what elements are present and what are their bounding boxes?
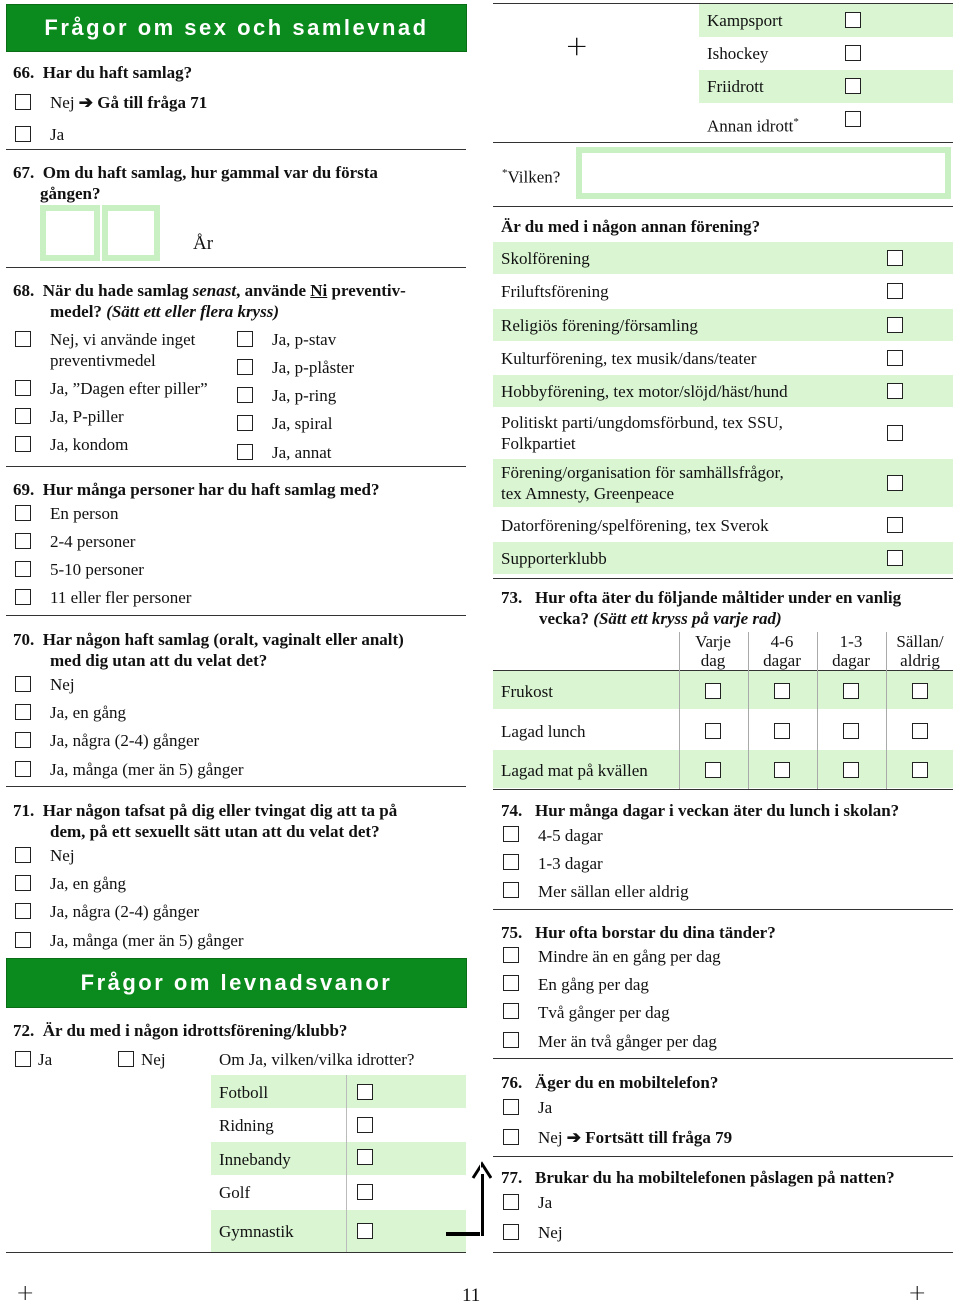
assoc-dator: Datorförening/spelförening, tex Sverok [501,516,769,535]
checkbox-kvall-4[interactable] [912,762,928,778]
assoc-supporter: Supporterklubb [501,549,607,568]
option-q66-nej: Nej ➔ Gå till fråga 71 [50,93,208,112]
question-76: 76. Äger du en mobiltelefon? [501,1073,719,1092]
checkbox-q68-kondom[interactable] [15,436,31,452]
assoc-samhalle: Förening/organisation för samhällsfrågor, [501,463,784,482]
checkbox-q72-ja[interactable] [15,1051,31,1067]
question-75: 75. Hur ofta borstar du dina tänder? [501,923,776,942]
checkbox-sport-gymnastik[interactable] [357,1223,373,1239]
checkbox-q74-3[interactable] [503,882,519,898]
col-header-1-3: 1-3 dagar [832,632,870,670]
meal-lunch: Lagad lunch [501,722,586,741]
vilken-label: *Vilken? [502,167,561,187]
checkbox-assoc-3[interactable] [887,317,903,333]
checkbox-q71-2[interactable] [15,875,31,891]
assoc-politiskt-line2: Folkpartiet [501,434,576,453]
sport-friidrott: Friidrott [707,77,764,96]
checkbox-frukost-3[interactable] [843,683,859,699]
sport-kampsport: Kampsport [707,11,783,30]
option-q74-3: Mer sällan eller aldrig [538,882,689,901]
option-q68-pring: Ja, p-ring [272,386,337,405]
row-bg [493,671,953,709]
checkbox-q69-4[interactable] [15,589,31,605]
divider [6,466,466,467]
checkbox-q69-1[interactable] [15,505,31,521]
checkbox-q68-inget[interactable] [15,331,31,347]
checkbox-q68-annat[interactable] [237,444,253,460]
checkbox-q70-1[interactable] [15,676,31,692]
option-q75-2: En gång per dag [538,975,649,994]
col-divider [679,632,680,789]
question-66: 66. Har du haft samlag? [13,63,193,82]
checkbox-q74-1[interactable] [503,826,519,842]
option-q66-ja: Ja [50,125,65,144]
option-q70-1: Nej [50,675,75,694]
assoc-politiskt: Politiskt parti/ungdomsförbund, tex SSU, [501,413,783,432]
option-q76-ja: Ja [538,1098,553,1117]
checkbox-q68-ppiller[interactable] [15,408,31,424]
checkbox-q70-2[interactable] [15,704,31,720]
checkbox-lunch-4[interactable] [912,723,928,739]
divider [6,267,466,268]
page-number: 11 [462,1285,481,1306]
checkbox-sport-ishockey[interactable] [845,45,861,61]
checkbox-q75-2[interactable] [503,975,519,991]
checkbox-lunch-1[interactable] [705,723,721,739]
divider [493,578,953,579]
checkbox-q66-ja[interactable] [15,126,31,142]
checkbox-assoc-1[interactable] [887,250,903,266]
option-q68-inget-line2: preventivmedel [50,351,156,370]
checkbox-sport-annan[interactable] [845,111,861,127]
divider [493,670,953,671]
option-q68-dagen-efter: Ja, ”Dagen efter piller” [50,379,208,398]
checkbox-assoc-7[interactable] [887,475,903,491]
sports-divider [346,1075,347,1252]
col-header-varje: Varje dag [695,632,731,670]
option-q71-2: Ja, en gång [50,874,127,893]
col-header-sallan: Sällan/ aldrig [896,632,944,670]
plus-icon: + [908,1281,927,1306]
divider [493,1058,953,1059]
checkbox-sport-innebandy[interactable] [357,1149,373,1165]
col-header-4-6: 4-6 dagar [763,632,801,670]
checkbox-q76-ja[interactable] [503,1099,519,1115]
option-q72-ja: Ja [38,1050,53,1069]
sport-golf: Golf [219,1183,251,1202]
question-73-line2: vecka? (Sätt ett kryss på varje rad) [539,609,782,628]
option-q77-nej: Nej [538,1223,563,1242]
column-gap [480,0,481,1260]
sport-fotboll: Fotboll [219,1083,269,1102]
option-q70-4: Ja, många (mer än 5) gånger [50,760,244,779]
option-q69-4: 11 eller fler personer [50,588,192,607]
divider [493,1156,953,1157]
checkbox-assoc-4[interactable] [887,350,903,366]
checkbox-kvall-2[interactable] [774,762,790,778]
checkbox-q76-nej[interactable] [503,1129,519,1145]
checkbox-q72-nej[interactable] [118,1051,134,1067]
option-q68-annat: Ja, annat [272,443,332,462]
assoc-skolforening: Skolförening [501,249,590,268]
option-q72-nej: Nej [141,1050,166,1069]
assoc-friluft: Friluftsförening [501,282,609,301]
checkbox-q69-2[interactable] [15,533,31,549]
checkbox-frukost-1[interactable] [705,683,721,699]
section-title: Frågor om levnadsvanor [80,970,393,995]
option-q71-3: Ja, några (2-4) gånger [50,902,200,921]
question-72b: Är du med i någon annan förening? [501,217,761,236]
option-q68-ppiller: Ja, P-piller [50,407,124,426]
assoc-kultur: Kulturförening, tex musik/dans/teater [501,349,757,368]
question-68: 68. När du hade samlag senast, använde Ni preventiv- [13,281,406,300]
option-q77-ja: Ja [538,1193,553,1212]
question-71: 71. Har någon tafsat på dig eller tvingat dig att ta på [13,801,398,820]
divider [493,206,953,207]
option-q71-4: Ja, många (mer än 5) gånger [50,931,244,950]
plus-icon: + [565,29,589,62]
option-q71-1: Nej [50,846,75,865]
vilken-text-field[interactable] [576,147,951,199]
checkbox-q68-pplaster[interactable] [237,359,253,375]
section-header-sex [6,4,467,52]
option-q70-2: Ja, en gång [50,703,127,722]
checkbox-kvall-3[interactable] [843,762,859,778]
checkbox-lunch-2[interactable] [774,723,790,739]
age-digit-2-field[interactable] [102,205,160,261]
checkbox-sport-fotboll[interactable] [357,1084,373,1100]
question-72: 72. Är du med i någon idrottsförening/klubb? [13,1021,348,1040]
option-q75-1: Mindre än en gång per dag [538,947,721,966]
checkbox-q75-1[interactable] [503,947,519,963]
option-q69-2: 2-4 personer [50,532,136,551]
checkbox-q75-3[interactable] [503,1003,519,1019]
divider [6,786,466,787]
col-divider [817,632,818,789]
option-q75-4: Mer än två gånger per dag [538,1032,717,1051]
unit-label-ar: År [193,233,214,254]
checkbox-q74-2[interactable] [503,854,519,870]
assoc-samhalle-line2: tex Amnesty, Greenpeace [501,484,675,503]
age-digit-1-field[interactable] [40,205,100,261]
option-q70-3: Ja, några (2-4) gånger [50,731,200,750]
checkbox-sport-ridning[interactable] [357,1117,373,1133]
question-70-line2: med dig utan att du velat det? [50,651,268,670]
checkbox-assoc-6[interactable] [887,425,903,441]
checkbox-frukost-2[interactable] [774,683,790,699]
checkbox-q70-4[interactable] [15,761,31,777]
plus-icon: + [16,1281,35,1306]
question-71-line2: dem, på ett sexuellt sätt utan att du velat det? [50,822,380,841]
continue-arrow-icon [440,1160,492,1240]
question-67: 67. Om du haft samlag, hur gammal var du första [13,163,378,182]
checkbox-q77-ja[interactable] [503,1194,519,1210]
divider [6,1252,466,1253]
question-74: 74. Hur många dagar i veckan äter du lunch i skolan? [501,801,900,820]
option-q68-pstav: Ja, p-stav [272,330,337,349]
checkbox-sport-golf[interactable] [357,1184,373,1200]
checkbox-q68-pstav[interactable] [237,331,253,347]
checkbox-q75-4[interactable] [503,1032,519,1048]
sport-annan: Annan idrott* [707,116,799,136]
question-69: 69. Hur många personer har du haft samlag med? [13,480,380,499]
divider [493,142,953,143]
checkbox-kvall-1[interactable] [705,762,721,778]
checkbox-q71-4[interactable] [15,932,31,948]
checkbox-assoc-2[interactable] [887,283,903,299]
sport-ridning: Ridning [219,1116,274,1135]
option-q76-nej: Nej ➔ Fortsätt till fråga 79 [538,1128,733,1147]
checkbox-assoc-9[interactable] [887,550,903,566]
option-q69-3: 5-10 personer [50,560,144,579]
question-77: 77. Brukar du ha mobiltelefonen påslagen på natten? [501,1168,895,1187]
checkbox-frukost-4[interactable] [912,683,928,699]
checkbox-q70-3[interactable] [15,732,31,748]
divider [6,615,466,616]
section-header-levnadsvanor [6,958,467,1008]
option-q68-inget: Nej, vi använde inget [50,330,196,349]
question-70: 70. Har någon haft samlag (oralt, vaginalt eller analt) [13,630,404,649]
col-divider [748,632,749,789]
divider [493,1252,953,1253]
checkbox-q71-1[interactable] [15,847,31,863]
sport-gymnastik: Gymnastik [219,1222,294,1241]
question-68-line2: medel? (Sätt ett eller flera kryss) [50,302,279,321]
assoc-hobby: Hobbyförening, tex motor/slöjd/häst/hund [501,382,788,401]
option-q74-1: 4-5 dagar [538,826,603,845]
option-q75-3: Två gånger per dag [538,1003,670,1022]
q72-which-label: Om Ja, vilken/vilka idrotter? [219,1050,415,1069]
option-q68-pplaster: Ja, p-plåster [272,358,355,377]
checkbox-q77-nej[interactable] [503,1224,519,1240]
option-q68-spiral: Ja, spiral [272,414,333,433]
assoc-religios: Religiös förening/församling [501,316,698,335]
col-divider [886,632,887,789]
sport-innebandy: Innebandy [219,1150,291,1169]
option-q74-2: 1-3 dagar [538,854,603,873]
checkbox-q71-3[interactable] [15,903,31,919]
question-73: 73. Hur ofta äter du följande måltider under en vanlig [501,588,902,607]
checkbox-q68-pring[interactable] [237,387,253,403]
option-q69-1: En person [50,504,119,523]
divider [493,909,953,910]
checkbox-q66-nej[interactable] [15,94,31,110]
checkbox-sport-friidrott[interactable] [845,78,861,94]
divider [493,789,953,790]
checkbox-sport-kampsport[interactable] [845,12,861,28]
checkbox-q68-spiral[interactable] [237,415,253,431]
section-title: Frågor om sex och samlevnad [44,15,429,40]
checkbox-assoc-8[interactable] [887,517,903,533]
meal-kvall: Lagad mat på kvällen [501,761,648,780]
checkbox-q69-3[interactable] [15,561,31,577]
checkbox-lunch-3[interactable] [843,723,859,739]
option-q68-kondom: Ja, kondom [50,435,129,454]
checkbox-assoc-5[interactable] [887,383,903,399]
sport-ishockey: Ishockey [707,44,769,63]
meal-frukost: Frukost [501,682,553,701]
divider [6,149,466,150]
question-67-line2: gången? [40,184,101,203]
checkbox-q68-dagen-efter[interactable] [15,380,31,396]
